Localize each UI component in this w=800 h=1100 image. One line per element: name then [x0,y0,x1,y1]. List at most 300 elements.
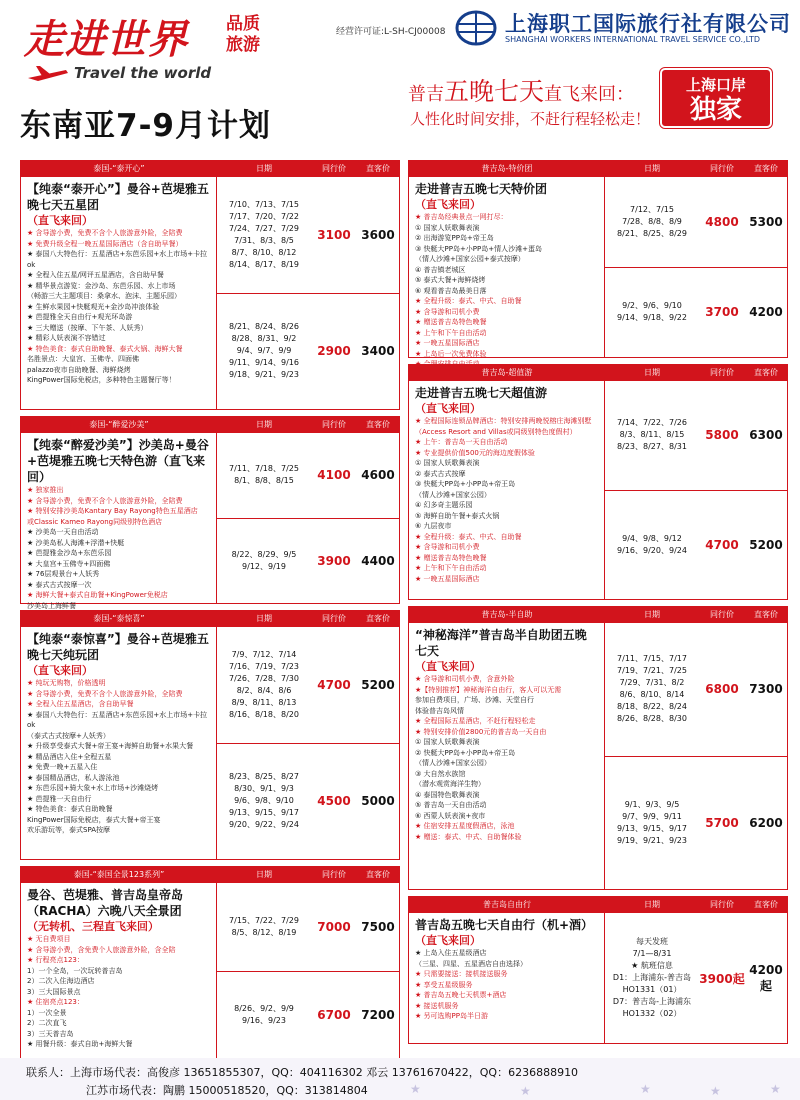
feature-line: ★ 含导游小费，免费不含个人旅游意外险，全陪费 [27,496,183,505]
feature-line: ★ 芭提雅一天自由行 [27,794,92,803]
feature-line: ★ 精彩人妖表演不容错过 [27,334,106,342]
right-column [408,160,788,1050]
feature-line: ★ 含导游和司机小费，含意外险 [415,675,515,683]
retail-price: 7500 [361,919,395,934]
retail-price: 4200起 [749,962,783,993]
retail-price-column-header: 直客价 [366,420,390,429]
retail-price: 5200 [749,537,783,552]
date-line: 7/31、8/3、8/5 [234,235,294,245]
date-line: 8/6、8/10、8/14 [619,690,685,700]
price-column-header: 同行价 [322,870,346,879]
date-line: 9/11、9/14、9/16 [229,358,299,368]
price-column-header: 同行价 [322,614,346,623]
feature-line: ③ 快艇大PP岛+小PP岛+帝王岛 [415,480,516,488]
trade-price: 6800 [705,682,739,697]
feature-line: ★ 免费一晚+五星入住 [27,763,98,771]
feature-line: 1）一个全岛，一次玩转普吉岛 [27,966,123,975]
departure-dates [217,547,311,575]
feature-line: ⑥ 西蒙人妖表演+夜市 [415,811,486,820]
feature-line: ★ 用餐升级：泰式自助+海鲜大餐 [27,1040,133,1048]
feature-line: （情人沙滩+国家公园） [415,490,491,499]
feature-line: ★ 接送机服务 [415,1001,459,1010]
departure-row [217,294,399,410]
departure-row [217,177,399,294]
feature-line: ⑥ 观看普吉岛最美日落 [415,286,487,295]
date-line: 8/21、8/24、8/26 [229,322,299,332]
departure-groups [605,913,787,1043]
departure-dates [217,647,311,723]
trade-price: 4100 [317,468,351,483]
logo-side-text: 品质 旅游 [226,14,260,55]
trade-price: 4800 [705,214,739,229]
departure-dates [605,415,699,455]
feature-line: （三星、四星、五星酒店自由选择） [415,959,527,968]
feature-line: ★ 东芭乐园+骑大象+水上市场+沙滩烧烤 [27,784,159,792]
departure-row [605,491,787,600]
departure-dates [217,319,311,383]
departure-dates [217,461,311,489]
feature-line: ★ 泰国八大特色行：五星酒店+东芭乐园+水上市场+卡拉ok [27,250,208,269]
retail-price: 4400 [361,553,395,568]
feature-line: ★ 全程国际五星酒店，不赶行程轻松走 [415,717,536,725]
date-line: 9/16、9/23 [242,1016,286,1026]
retail-price-column-header: 直客价 [754,368,778,377]
feature-line: ① 国家人妖歌舞表演 [415,459,480,467]
date-line: 8/26、9/2、9/9 [234,1004,294,1014]
price-column-header: 同行价 [710,900,734,909]
date-line: 8/2、8/4、8/6 [236,685,292,695]
feature-line: 3）三大国际景点 [27,987,81,996]
contact-line-1: 联系人：上海市场代表：高俊彦 13651855307，QQ：404116302 邓云 13761670422，QQ：6236888910 [26,1066,579,1079]
tour-section [20,866,400,1060]
feature-line: ★ 上岛入住五星级酒店 [415,949,487,957]
departure-groups [605,177,787,357]
departure-dates [605,298,699,326]
price-column-header: 同行价 [710,610,734,619]
feature-line: ★ 特色美食：泰式自助晚餐、泰式火锅、海鲜大餐 [27,344,183,353]
feature-line: ★ 精品酒店入住+全程五星 [27,752,112,761]
date-line: 8/14、8/17、8/19 [229,259,299,269]
feature-line: （畅游三大主题项目：桑拿水、泡沫、主题乐园） [27,292,181,300]
feature-line: ★ 只需要接送：接机接送服务 [415,970,508,978]
tour-description [21,627,217,859]
tour-title: 普吉岛五晚七天自由行（机+酒） [415,918,594,932]
feature-line: ★ 上午和下午自由活动 [415,328,487,337]
retail-price-column-header: 直客价 [366,164,390,173]
date-line: 7/16、7/19、7/23 [229,661,299,671]
feature-line: ★ 含导游小费，免费不含个人旅游意外险，全陪费 [27,689,183,698]
tour-title: “神秘海洋”普吉岛半自助团五晚七天 [415,628,587,658]
departure-row [605,757,787,890]
feature-line: ★ 含导游小费，含免费个人旅游意外险，含全陪 [27,945,176,954]
tour-title: 【纯泰“醉爱沙美”】沙美岛+曼谷+芭堤雅五晚七天特色游（直飞来回） [27,438,209,484]
feature-line: ★ 普吉岛经典景点一网打尽： [415,213,508,221]
feature-line: ★ 含导游和司机小费 [415,307,480,316]
section-body [409,381,787,599]
date-column-header: 日期 [644,368,660,377]
departure-dates [217,197,311,273]
feature-line: ★ 全程国际连锁品牌酒店：特别安排两晚悦榕庄海滩别墅 [415,417,592,425]
retail-price-column-header: 直客价 [754,164,778,173]
feature-line: ③ 大自然水族馆 [415,769,466,778]
departure-row [217,433,399,519]
flight-tag: （直飞来回） [415,660,481,673]
feature-line: ★ 赠送普吉岛特色晚餐 [415,553,487,562]
promo-slogan: 普吉五晚七天直飞来回： [408,77,635,106]
section-header [409,161,787,177]
feature-line: ★ 合理安排自由活动 [415,360,480,368]
feature-line: ④ 幻多奇主题乐园 [415,501,473,509]
departure-groups [217,627,399,859]
feature-line: ★ 泰国八大特色行：五星酒店+东芭乐园+水上市场+卡拉ok [27,710,208,729]
feature-line: ★ 升级享受泰式大餐+帝王宴+海鲜自助餐+水果大餐 [27,742,194,750]
feature-line: ★ 含导游和司机小费 [415,543,480,551]
date-column-header: 日期 [256,870,272,879]
feature-line: ④ 泰国特色歌舞表演 [415,790,480,799]
section-body [21,177,399,409]
star-decoration: ★ [710,1084,721,1098]
departure-dates [605,797,699,849]
tour-section [408,606,788,890]
section-body [21,627,399,859]
section-title: 普吉岛-超值游 [481,368,533,377]
feature-line: ① 国家人妖歌舞表演 [415,738,480,746]
feature-line: ★ 海鲜大餐+泰式自助餐+KingPower免税店 [27,591,168,599]
star-decoration: ★ [770,1082,781,1096]
trade-price: 7000 [317,919,351,934]
date-line: 9/12、9/19 [242,561,286,571]
departure-row [605,268,787,358]
star-decoration: ★ [410,1082,421,1096]
feature-line: ★ 独家推出 [27,486,64,494]
date-line: 8/23、8/27、8/31 [617,442,687,452]
date-line: 8/22、8/29、9/5 [231,549,297,559]
retail-price: 7300 [749,682,783,697]
trade-price: 4700 [317,677,351,692]
price-column-header: 同行价 [322,420,346,429]
date-line: 8/23、8/25、8/27 [229,772,299,782]
section-title: 普吉岛自由行 [483,900,531,909]
departure-groups [217,433,399,603]
departure-dates [605,202,699,242]
feature-line: ★ 一晚五星国际酒店 [415,339,480,347]
feature-line: ★ 76层观景台+人妖秀 [27,570,100,578]
globe-icon [455,10,497,46]
tour-section [20,160,400,410]
feature-line: ★ 泰国精品酒店，私人游泳池 [27,773,120,782]
feature-line: ★ 上午：普吉岛一天自由活动 [415,438,508,446]
feature-line: （情人沙滩+国家公园） [415,759,491,767]
date-column-header: 日期 [256,614,272,623]
departure-groups [605,381,787,599]
feature-line: ★ 泰式古式按摩一次 [27,580,92,589]
section-header [21,417,399,433]
feature-line: ★ 含导游小费，免费不含个人旅游意外险，全陪费 [27,229,183,237]
tour-description [21,433,217,610]
date-line: 9/13、9/15、9/17 [229,808,299,818]
retail-price: 4600 [361,468,395,483]
feature-line: ★ 精华景点游览：金沙岛、东芭乐园、水上市场 [27,281,176,290]
trade-price: 3900 [317,553,351,568]
trade-price: 5700 [705,815,739,830]
section-header [409,607,787,623]
date-line: 8/1、8/8、8/15 [234,476,294,486]
date-line: 7/10、7/13、7/15 [229,199,299,209]
date-line: 9/18、9/21、9/23 [229,370,299,380]
section-body [409,177,787,368]
tour-title: 【纯泰“泰开心”】曼谷+芭堤雅五晚七天五星团 [27,182,209,212]
retail-price-column-header: 直客价 [366,870,390,879]
feature-line: ★ 行程亮点123： [27,956,84,964]
date-line: 8/3、8/11、8/15 [619,430,685,440]
date-column-header: 日期 [644,610,660,619]
date-column-header: 日期 [644,164,660,173]
feature-line: ③ 快艇大PP岛+小PP岛+情人沙滩+蛋岛 [415,244,542,253]
trade-price: 2900 [317,344,351,359]
feature-line: ★ 芭提雅全天自由行+观光环岛游 [27,313,133,321]
feature-line: ② 出海游览PP岛+帝王岛 [415,234,494,242]
date-line: 7/15、7/22、7/29 [229,915,299,925]
section-header [21,161,399,177]
date-line: 9/1、9/3、9/5 [624,799,680,809]
feature-line: ⑥ 九层夜市 [415,522,452,530]
tour-description [21,883,217,1059]
date-line: 9/4、9/7、9/9 [236,346,292,356]
date-line: 7/12、7/15 [630,204,674,214]
agency-name-en: SHANGHAI WORKERS INTERNATIONAL TRAVEL SERVICE CO.,LTD [505,35,760,44]
logo-slogan: Travel the world [74,64,212,82]
exclusive-badge: 上海口岸 独家 [660,68,772,128]
date-line: 8/9、8/11、8/13 [231,697,297,707]
retail-price: 3400 [361,344,395,359]
retail-price-column-header: 直客价 [754,900,778,909]
trade-price: 6700 [317,1008,351,1023]
retail-price: 4200 [749,305,783,320]
date-line: 7/17、7/20、7/22 [229,211,299,221]
tour-description [409,623,605,889]
departure-dates [605,531,699,559]
date-line: 8/21、8/25、8/29 [617,228,687,238]
feature-line: ★ 沙美岛私人海滩+浮潜+快艇 [27,538,125,547]
date-line: 9/19、9/21、9/23 [617,835,687,845]
date-line: D1：上海浦东-普吉岛 [612,973,692,982]
left-column [20,160,400,1066]
departure-dates [217,769,311,833]
tour-section [408,160,788,368]
date-line: 7/28、8/8、8/9 [622,216,682,226]
flight-tag: （直飞来回） [415,198,481,211]
feature-line: ★ 住宿安排五星度假酒店，泳池 [415,822,515,830]
feature-line: ★ 全程升级：泰式、中式、自助餐 [415,532,522,541]
departure-row [605,623,787,757]
feature-line: ⑤ 海鲜自助午餐+泰式火锅 [415,511,500,520]
trade-price: 4700 [705,537,739,552]
feature-line: ★ 特色美食：泰式自助晚餐 [27,805,113,813]
tour-description [409,381,605,599]
section-body [409,623,787,889]
section-title: 普吉岛-半自助 [481,610,533,619]
retail-price: 5200 [361,677,395,692]
feature-line: （情人沙滩+国家公园+泰式按摩） [415,255,525,263]
tour-title: 走进普吉五晚七天特价团 [415,182,548,196]
departure-groups [217,177,399,409]
feature-line: ④ 普吉镇老城区 [415,265,466,274]
feature-line: 3）三天普吉岛 [27,1029,74,1038]
trade-price: 5800 [705,428,739,443]
date-line: 7/1—8/31 [632,949,672,958]
feature-line: 或Classic Kameo Rayong同级别特色酒店 [27,517,163,526]
price-column-header: 同行价 [710,368,734,377]
departure-row [217,883,399,972]
departure-groups [217,883,399,1059]
date-line: 9/7、9/9、9/11 [622,811,682,821]
departure-row [217,972,399,1060]
feature-line: ★ 沙美岛一天自由活动 [27,528,99,536]
feature-line: （潜水观赏海洋生物） [415,780,485,788]
price-column-header: 同行价 [710,164,734,173]
contact-line-2: 江苏市场代表：陶鹏 15000518520，QQ：313814804 [86,1084,368,1097]
departure-dates [217,913,311,941]
departure-row [217,519,399,604]
feature-line: palazzo夜市自助晚餐、海鲜烧烤 [27,365,131,374]
trade-price: 3100 [317,227,351,242]
departure-dates [605,934,699,1022]
feature-line: ★ 上岛后一次免费体验 [415,349,487,358]
tour-description [409,177,605,368]
flight-tag: （直飞来回） [27,214,93,227]
departure-row [605,381,787,491]
date-line: HO1331（01） [622,985,682,994]
feature-line: ★ 无自费项目 [27,935,71,943]
date-line: 9/14、9/18、9/22 [617,313,687,323]
date-line: 7/11、7/18、7/25 [229,464,299,474]
feature-line: ⑤ 普吉岛一天自由活动 [415,801,487,809]
date-column-header: 日期 [644,900,660,909]
feature-line: ★ 住宿亮点123： [27,998,84,1006]
date-line: 7/11、7/15、7/17 [617,654,687,664]
section-title: 泰国-“泰国全景123系列” [73,870,165,879]
airplane-icon [26,64,70,86]
date-line: HO1332（02） [622,1009,682,1018]
agency-logo [455,8,795,52]
flight-tag: （直飞来回） [415,402,481,415]
tour-title: 走进普吉五晚七天超值游 [415,386,548,400]
tour-description [21,177,217,409]
retail-price-column-header: 直客价 [366,614,390,623]
retail-price: 5000 [361,794,395,809]
date-line: ★ 航班信息 [631,961,673,970]
date-line: 每天发班 [636,937,668,946]
tour-title: 曼谷、芭堤雅、普吉岛皇帝岛（RACHA）六晚八天全景团 [27,888,184,918]
feature-line: KingPower国际免税店，多种特色主题餐厅等！ [27,376,176,384]
retail-price-column-header: 直客价 [754,610,778,619]
date-line: 9/4、9/8、9/12 [622,533,682,543]
feature-line: ★ 大皇宫+玉佛寺+四面佛 [27,559,111,568]
trade-price: 4500 [317,794,351,809]
retail-price: 6200 [749,815,783,830]
trade-price: 3900起 [699,971,745,986]
page-title: 东南亚7-9月计划 [20,108,272,144]
tour-title: 【纯泰“泰惊喜”】曼谷+芭堤雅五晚七天纯玩团 [27,632,209,662]
date-line: 8/18、8/22、8/24 [617,702,687,712]
date-line: 9/13、9/15、9/17 [617,823,687,833]
date-line: 8/7、8/10、8/12 [231,247,297,257]
flight-tag: （直飞来回） [415,934,481,947]
feature-line: ★ 全程入住五星酒店，含自助早餐 [27,700,134,708]
feature-line: ① 国家人妖歌舞表演 [415,223,480,232]
feature-line: 沙美岛上海鲜餐 [27,601,76,610]
feature-line: ★ 生鲜水果园+快艇观光+金沙岛冲浪体验 [27,302,160,311]
section-body [21,433,399,610]
section-title: 泰国-“泰开心” [93,164,145,173]
star-decoration: ★ [520,1084,531,1098]
section-title: 泰国-“醉爱沙美” [89,420,149,429]
feature-line: 名胜景点：大皇宫、玉佛寺、四面佛 [27,355,139,363]
date-line: 7/29、7/31、8/2 [619,678,685,688]
feature-line: ★【特别推荐】神秘海洋自由行，客人可以无需 [415,685,562,694]
feature-line: ★ 赠送：泰式、中式、自助餐体验 [415,832,522,841]
feature-line: ★ 普吉岛五晚七天机票+酒店 [415,991,507,999]
date-line: D7：普吉岛-上海浦东 [612,997,692,1006]
feature-line: ★ 全程升级：泰式、中式、自助餐 [415,297,522,305]
date-line: 8/5、8/12、8/19 [231,927,297,937]
tour-section [408,896,788,1044]
date-line: 9/6、9/8、9/10 [234,796,294,806]
star-decoration: ★ [640,1082,651,1096]
feature-line: 体验普吉岛风情 [415,706,464,715]
feature-line: 2）二次入住海边酒店 [27,977,95,985]
section-header [409,897,787,913]
tour-description [409,913,605,1043]
feature-line: ★ 另可选购PP岛半日游 [415,1012,488,1020]
departure-row [605,913,787,1043]
feature-line: （泰式古式按摩+人妖秀） [27,731,110,740]
feature-line: ★ 专业提供价值500元的海边度假体验 [415,448,535,457]
retail-price: 7200 [361,1008,395,1023]
section-title: 泰国-“泰惊喜” [93,614,145,623]
brand-logo [14,6,314,88]
agency-name: 上海职工国际旅行社有限公司 [505,11,791,36]
promo-subslogan: 人性化时间安排，不赶行程轻松走！ [410,110,651,128]
date-line: 7/9、7/12、7/14 [231,649,297,659]
departure-row [605,177,787,268]
flight-tag: （直飞来回） [27,664,93,677]
feature-line: ★ 特别安排价值2800元的普吉岛一天自由 [415,727,547,736]
feature-line: ★ 一晚五星国际酒店 [415,574,480,583]
retail-price: 5300 [749,214,783,229]
logo-main-text: 走进世界 [24,17,188,63]
date-line: 7/14、7/22、7/26 [617,418,687,428]
departure-row [217,627,399,744]
retail-price: 6300 [749,428,783,443]
feature-line: KingPower国际免税店，泰式大餐+帝王宴 [27,815,161,824]
feature-line: ★ 全程入住五星/网评五星酒店，含自助早餐 [27,271,164,279]
price-column-header: 同行价 [322,164,346,173]
trade-price: 3700 [705,305,739,320]
tour-section [20,610,400,860]
date-line: 7/19、7/21、7/25 [617,666,687,676]
feature-line: 参加自费项目，广场、沙滩、天堂自行 [415,696,534,704]
feature-line: ★ 三大赠送（按摩、下午茶、人妖秀） [27,323,148,332]
date-line: 8/16、8/18、8/20 [229,709,299,719]
feature-line: ★ 上午和下午自由活动 [415,564,487,572]
section-body [409,913,787,1043]
section-header [21,867,399,883]
date-line: 9/20、9/22、9/24 [229,820,299,830]
date-line: 8/28、8/31、9/2 [231,334,297,344]
feature-line: ★ 芭提雅金沙岛+东芭乐园 [27,549,112,557]
feature-line: ② 泰式古式按摩 [415,469,466,478]
